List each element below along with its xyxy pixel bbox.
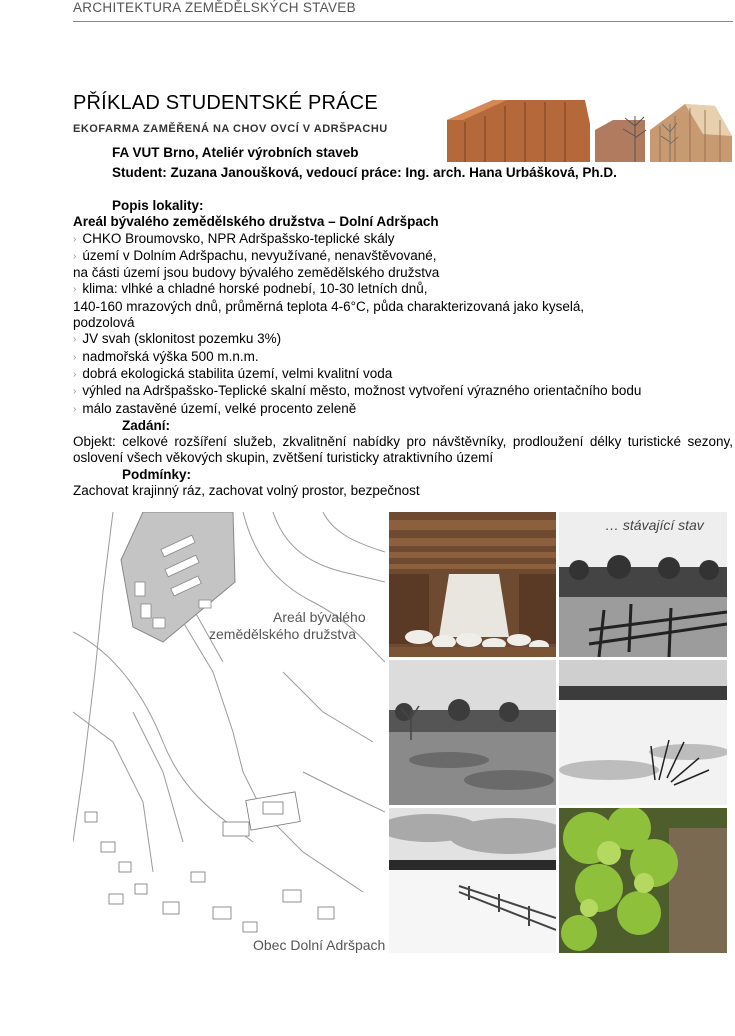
bullet-icon: › [73, 368, 77, 380]
locality-section [73, 198, 733, 499]
locality-bullet: nadmořská výška 500 m.n.m. [82, 348, 259, 364]
bullet-icon: › [73, 386, 77, 398]
page-title: PŘÍKLAD STUDENTSKÉ PRÁCE [73, 92, 378, 114]
map-village-label: Obec Dolní Adršpach [253, 937, 385, 953]
conditions-text: Zachovat krajinný ráz, zachovat volný prostor, bezpečnost [73, 483, 420, 499]
section-header: ARCHITEKTURA ZEMĚDĚLSKÝCH STAVEB [73, 0, 356, 15]
assignment-heading: Zadání: [122, 417, 171, 433]
bullet-icon: › [73, 284, 77, 296]
locality-bullet: dobrá ekologická stabilita území, velmi kvalitní voda [82, 365, 393, 381]
locality-bullet: území v Dolním Adršpachu, nevyužívané, nenavštěvované, [82, 247, 437, 263]
locality-area: Areál bývalého zemědělského družstva – Dolní Adršpach [73, 214, 439, 230]
assignment-text: Objekt: celkové rozšíření služeb, zkvalitnění nabídky pro návštěvníky, prodloužení délky turistické sezony, oslovení všech věkových skupin, zvětšení turisticky atraktivního území [73, 434, 733, 466]
snowy-field-photo [559, 660, 727, 805]
student-line: Student: Zuzana Janoušková, vedoucí práce: Ing. arch. Hana Urbášková, Ph.D. [112, 165, 617, 180]
locality-bullet: málo zastavěné území, velké procento zeleně [82, 400, 357, 416]
locality-heading: Popis lokality: [112, 198, 204, 213]
conditions-heading: Podmínky: [122, 466, 192, 482]
locality-bullet-cont: podzolová [73, 315, 135, 331]
locality-bullet-cont: na části území jsou budovy bývalého zemědělského družstva [73, 265, 440, 281]
pasture-photo [389, 660, 556, 805]
header-rule [73, 21, 733, 22]
locality-bullet: výhled na Adršpašsko-Teplické skalní město, možnost vytvoření výrazného orientačního bodu [82, 383, 642, 399]
bullet-icon: › [73, 351, 77, 363]
fence-photo [559, 512, 727, 657]
barn-interior-photo [389, 512, 556, 657]
site-map [73, 512, 385, 960]
locality-bullet: klima: vlhké a chladné horské podnebí, 10-30 letních dnů, [82, 281, 428, 297]
map-label-line1: Areál bývalého [273, 609, 366, 625]
bullet-icon: › [73, 233, 77, 245]
farm-rendering [445, 96, 735, 164]
locality-bullet: CHKO Broumovsko, NPR Adršpašsko-teplické skály [82, 230, 395, 246]
bullet-icon: › [73, 334, 77, 346]
bullet-icon: › [73, 250, 77, 262]
locality-bullet: JV svah (sklonitost pozemku 3%) [82, 331, 282, 347]
forest-photo [559, 808, 727, 953]
winter-fence-photo [389, 808, 556, 953]
photo-caption: … stávající stav [605, 517, 704, 533]
map-label-line2: zemědělského družstva [209, 626, 357, 642]
locality-bullet-cont: 140-160 mrazových dnů, průměrná teplota 4-6°C, půda charakterizovaná jako kyselá, [73, 298, 585, 314]
school-line: FA VUT Brno, Ateliér výrobních staveb [112, 145, 359, 160]
page-subtitle: EKOFARMA ZAMĚŘENÁ NA CHOV OVCÍ V ADRŠPACHU [73, 123, 388, 135]
bullet-icon: › [73, 403, 77, 415]
